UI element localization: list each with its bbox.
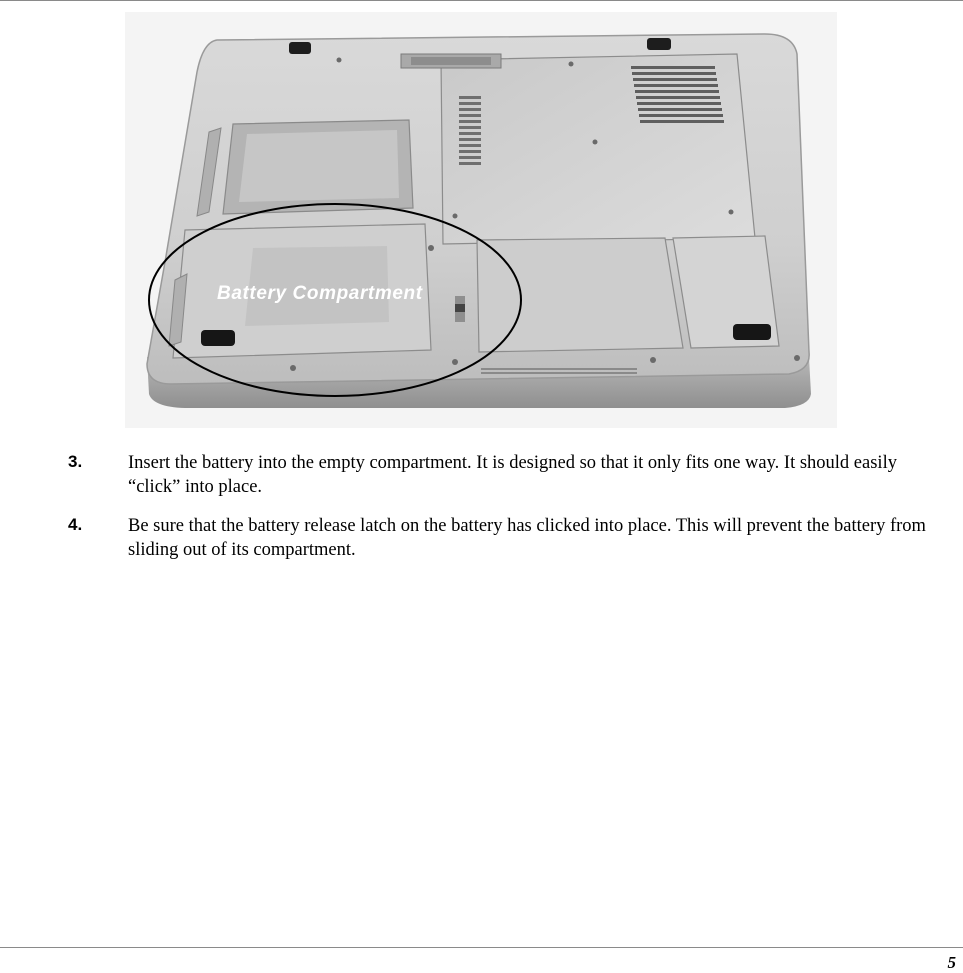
step-number: 4. <box>68 515 83 534</box>
bottom-rule <box>0 947 963 948</box>
battery-compartment-label: Battery Compartment <box>217 283 423 304</box>
top-rule <box>0 0 963 1</box>
laptop-underside-photo <box>125 12 837 428</box>
page-number: 5 <box>947 953 956 972</box>
step-number: 3. <box>68 452 83 471</box>
step-text: Be sure that the battery release latch on the battery has clicked into place. This will prevent the battery from sliding out of its compartment. <box>128 516 926 560</box>
step-text: Insert the battery into the empty compartment. It is designed so that it only fits one way. It should easily “click” into place. <box>128 453 897 497</box>
